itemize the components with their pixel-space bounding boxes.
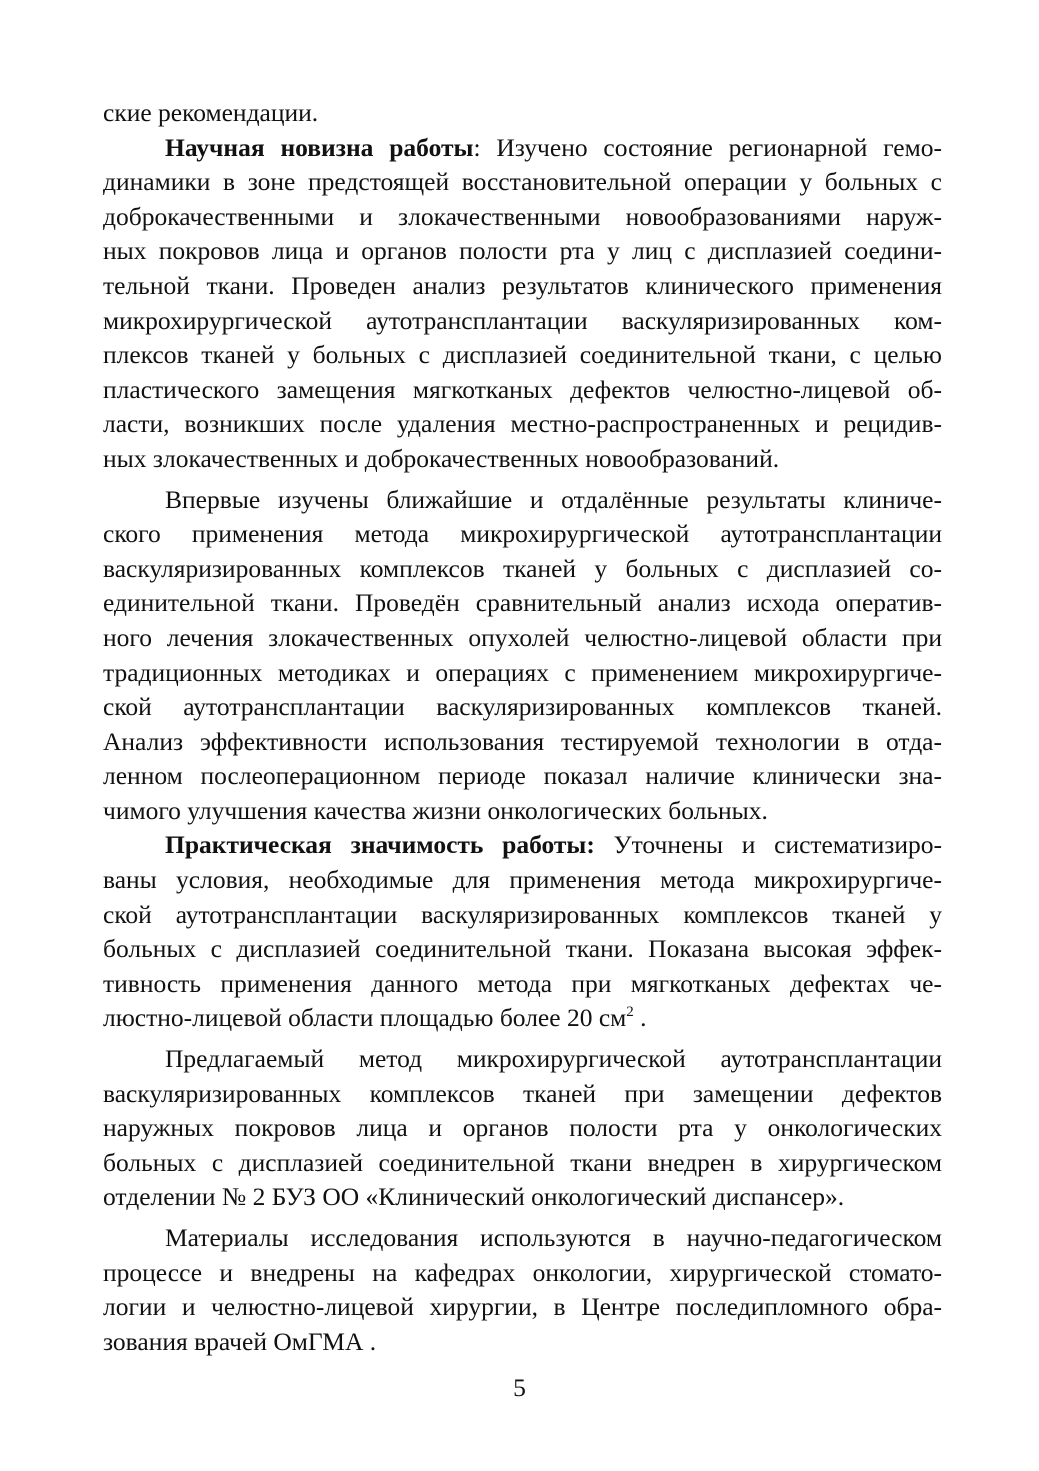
text-run: доброкачественными и злокачественными новообразованиями наруж- — [103, 201, 942, 231]
text-run: ваны условия, необходимые для применения метода микрохирургиче- — [103, 865, 942, 895]
text-line — [103, 304, 942, 339]
text-run: ного лечения злокачественных опухолей челюстно-лицевой области при — [103, 622, 942, 652]
text-run: васкуляризированных комплексов тканей при замещении дефектов — [103, 1078, 942, 1108]
text-run: традиционных методиках и операциях с применением микрохирургиче- — [103, 657, 942, 687]
text-line — [103, 1001, 942, 1036]
text-line — [103, 1325, 942, 1360]
text-line — [103, 863, 942, 898]
text-run: единительной ткани. Проведён сравнительный анализ исхода оператив- — [103, 588, 942, 618]
text-run: тивность применения данного метода при мягкотканых дефектах че- — [103, 968, 942, 998]
text-run: ных злокачественных и доброкачественных новообразований. — [103, 443, 780, 473]
text-run: ской аутотрансплантации васкуляризированных комплексов тканей у — [103, 899, 942, 929]
text-run: люстно-лицевой области площадью более 20 см — [103, 1003, 627, 1033]
page-number: 5 — [513, 1373, 526, 1402]
text-run: тельной ткани. Проведен анализ результатов клинического применения — [103, 270, 942, 300]
text-run: Уточнены и систематизиро- — [594, 830, 942, 860]
paragraph-first-line — [103, 828, 942, 863]
text-line — [103, 442, 942, 477]
bold-heading: Научная новизна работы — [165, 132, 474, 162]
text-line — [103, 552, 942, 587]
text-line — [103, 1111, 942, 1146]
text-line — [103, 165, 942, 200]
text-line — [103, 725, 942, 760]
text-line — [103, 517, 942, 552]
text-run: логии и челюстно-лицевой хирургии, в Центре последипломного обра- — [103, 1292, 942, 1322]
bold-heading: Практическая значимость работы: — [165, 830, 595, 860]
text-run: ных покровов лица и органов полости рта у лиц с дисплазией соедини- — [103, 236, 942, 266]
text-line — [103, 96, 942, 131]
text-line — [103, 759, 942, 794]
text-line — [103, 1077, 942, 1112]
text-run: ласти, возникших после удаления местно-распространенных и рецидив- — [103, 409, 942, 439]
text-run: пластического замещения мягкотканых дефектов челюстно-лицевой об- — [103, 374, 942, 404]
text-line — [103, 690, 942, 725]
text-run: . — [633, 1003, 647, 1033]
text-run: отделении № 2 БУЗ ОО «Клинический онкологический диспансер». — [103, 1182, 845, 1212]
document-body — [103, 96, 942, 1359]
text-run: динамики в зоне предстоящей восстановительной операции у больных с — [103, 167, 942, 197]
text-line — [103, 932, 942, 967]
text-run: чимого улучшения качества жизни онкологических больных. — [103, 795, 768, 825]
text-line — [103, 1180, 942, 1215]
paragraph-first-line — [103, 131, 942, 166]
text-run: ленном послеоперационном периоде показал наличие клинически зна- — [103, 761, 942, 791]
text-line — [103, 1290, 942, 1325]
text-line — [103, 269, 942, 304]
text-run: больных с дисплазией соединительной ткани внедрен в хирургическом — [103, 1147, 942, 1177]
text-run: Предлагаемый метод микрохирургической аутотрансплантации — [165, 1044, 942, 1074]
text-run: ские рекомендации. — [103, 98, 319, 127]
text-line — [103, 1146, 942, 1181]
text-run: микрохирургической аутотрансплантации васкуляризированных ком- — [103, 305, 942, 335]
text-run: : Изучено состояние регионарной гемо- — [473, 132, 942, 162]
text-line — [103, 200, 942, 235]
text-run: наружных покровов лица и органов полости рта у онкологических — [103, 1113, 942, 1143]
text-line — [103, 586, 942, 621]
text-run: ской аутотрансплантации васкуляризированных комплексов тканей. — [103, 692, 942, 722]
text-line — [103, 621, 942, 656]
text-run: Впервые изучены ближайшие и отдалённые результаты клиниче- — [165, 484, 942, 514]
superscript: 2 — [626, 1004, 634, 1021]
paragraph-first-line — [103, 1221, 942, 1256]
paragraph-first-line — [103, 483, 942, 518]
text-line — [103, 338, 942, 373]
text-run: зования врачей ОмГМА . — [103, 1326, 377, 1356]
text-run: Анализ эффективности использования тестируемой технологии в отда- — [103, 726, 942, 756]
text-line — [103, 794, 942, 829]
text-run: ского применения метода микрохирургической аутотрансплантации — [103, 519, 942, 549]
text-line — [103, 898, 942, 933]
paragraph-first-line — [103, 1042, 942, 1077]
text-run: процессе и внедрены на кафедрах онкологии, хирургической стомато- — [103, 1257, 942, 1287]
text-line — [103, 373, 942, 408]
text-run: плексов тканей у больных с дисплазией соединительной ткани, с целью — [103, 340, 942, 370]
text-line — [103, 234, 942, 269]
text-line — [103, 656, 942, 691]
text-line — [103, 407, 942, 442]
text-line — [103, 1256, 942, 1291]
text-line — [103, 967, 942, 1002]
text-run: Материалы исследования используются в научно-педагогическом — [165, 1223, 942, 1252]
text-run: больных с дисплазией соединительной ткани. Показана высокая эффек- — [103, 934, 942, 964]
text-run: васкуляризированных комплексов тканей у больных с дисплазией со- — [103, 553, 942, 583]
